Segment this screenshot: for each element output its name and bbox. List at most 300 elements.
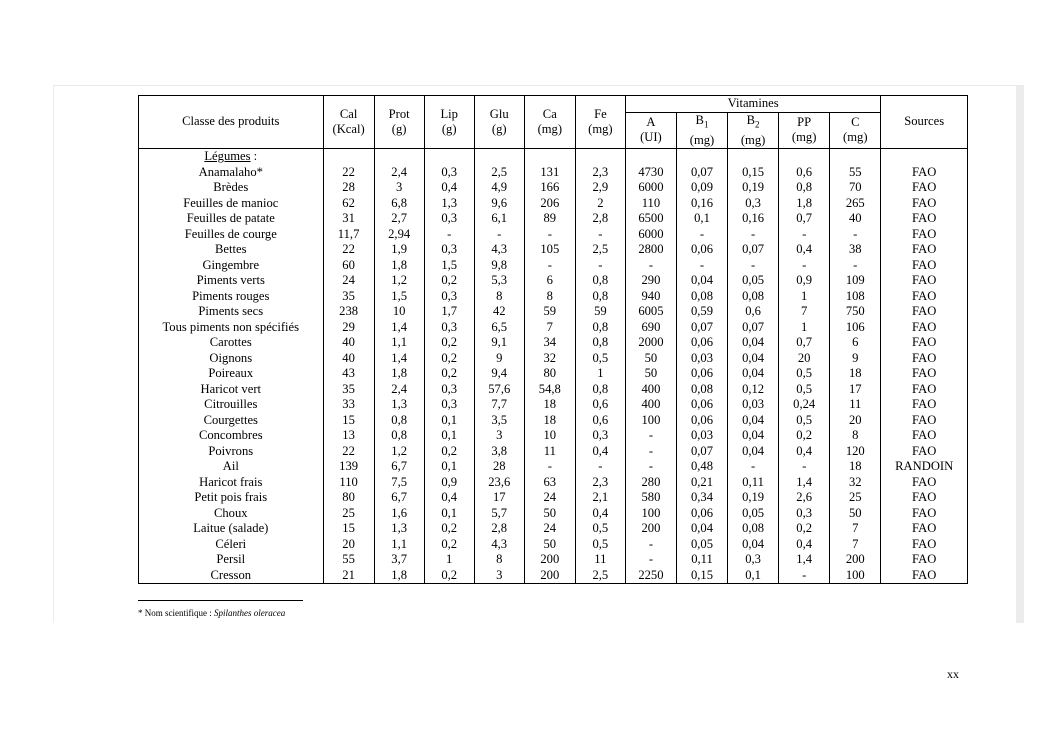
- empty-cell: [779, 149, 830, 165]
- value-cell: -: [575, 227, 625, 243]
- value-cell: -: [779, 459, 830, 475]
- table-row: [139, 242, 968, 258]
- value-cell: 0,1: [424, 506, 474, 522]
- value-cell: 7: [830, 521, 881, 537]
- value-cell: 0,03: [676, 351, 727, 367]
- product-name: Piments secs: [139, 304, 324, 320]
- value-cell: 60: [323, 258, 374, 274]
- value-cell: 18: [830, 366, 881, 382]
- header-cal: [323, 96, 374, 149]
- value-cell: 4,3: [474, 242, 524, 258]
- value-cell: 15: [323, 521, 374, 537]
- product-name: Haricot frais: [139, 475, 324, 491]
- table-row: [139, 397, 968, 413]
- value-cell: 1,9: [374, 242, 424, 258]
- value-cell: 35: [323, 382, 374, 398]
- source-cell: FAO: [881, 335, 968, 351]
- value-cell: -: [728, 227, 779, 243]
- value-cell: 0,15: [676, 568, 727, 584]
- column-name-base: B: [695, 112, 704, 127]
- value-cell: 200: [625, 521, 676, 537]
- value-cell: 8: [474, 552, 524, 568]
- table-row: [139, 444, 968, 460]
- value-cell: 0,06: [676, 366, 727, 382]
- value-cell: 50: [625, 351, 676, 367]
- value-cell: 0,07: [676, 444, 727, 460]
- header-ca: [524, 96, 575, 149]
- value-cell: -: [779, 258, 830, 274]
- value-cell: 3: [474, 428, 524, 444]
- value-cell: 50: [625, 366, 676, 382]
- value-cell: 2,4: [374, 382, 424, 398]
- source-cell: FAO: [881, 227, 968, 243]
- table-row: [139, 258, 968, 274]
- value-cell: 22: [323, 165, 374, 181]
- value-cell: 0,7: [779, 211, 830, 227]
- value-cell: 3,5: [474, 413, 524, 429]
- column-name: Lip: [440, 106, 458, 121]
- value-cell: 1: [779, 320, 830, 336]
- product-name: Haricot vert: [139, 382, 324, 398]
- value-cell: 8: [830, 428, 881, 444]
- value-cell: 0,07: [676, 320, 727, 336]
- source-cell: FAO: [881, 180, 968, 196]
- table-row: [139, 521, 968, 537]
- value-cell: 280: [625, 475, 676, 491]
- value-cell: 238: [323, 304, 374, 320]
- value-cell: 400: [625, 397, 676, 413]
- value-cell: 6005: [625, 304, 676, 320]
- footnote: [138, 608, 285, 618]
- value-cell: 0,07: [728, 242, 779, 258]
- header-glu: [474, 96, 524, 149]
- value-cell: 59: [575, 304, 625, 320]
- value-cell: 63: [524, 475, 575, 491]
- value-cell: 0,7: [779, 335, 830, 351]
- value-cell: 7,7: [474, 397, 524, 413]
- value-cell: 100: [625, 506, 676, 522]
- value-cell: 29: [323, 320, 374, 336]
- value-cell: 2,6: [779, 490, 830, 506]
- table-row: [139, 568, 968, 584]
- value-cell: 0,8: [374, 428, 424, 444]
- value-cell: 0,2: [424, 568, 474, 584]
- value-cell: 0,3: [575, 428, 625, 444]
- value-cell: 0,04: [676, 273, 727, 289]
- value-cell: 2,3: [575, 165, 625, 181]
- empty-cell: [728, 149, 779, 165]
- value-cell: 9: [830, 351, 881, 367]
- value-cell: 1: [424, 552, 474, 568]
- source-cell: RANDOIN: [881, 459, 968, 475]
- source-cell: FAO: [881, 258, 968, 274]
- value-cell: 34: [524, 335, 575, 351]
- value-cell: -: [524, 258, 575, 274]
- value-cell: 0,3: [424, 165, 474, 181]
- value-cell: 2,1: [575, 490, 625, 506]
- value-cell: 6,1: [474, 211, 524, 227]
- product-name: Brèdes: [139, 180, 324, 196]
- value-cell: 580: [625, 490, 676, 506]
- value-cell: -: [779, 568, 830, 584]
- value-cell: 15: [323, 413, 374, 429]
- value-cell: 105: [524, 242, 575, 258]
- product-name: Tous piments non spécifiés: [139, 320, 324, 336]
- value-cell: 0,3: [424, 382, 474, 398]
- value-cell: 0,2: [424, 366, 474, 382]
- value-cell: 131: [524, 165, 575, 181]
- source-cell: FAO: [881, 537, 968, 553]
- empty-cell: [424, 149, 474, 165]
- value-cell: 28: [474, 459, 524, 475]
- value-cell: 1,3: [424, 196, 474, 212]
- value-cell: 139: [323, 459, 374, 475]
- value-cell: 0,04: [728, 537, 779, 553]
- product-name: Ail: [139, 459, 324, 475]
- value-cell: 0,11: [676, 552, 727, 568]
- column-name-base: B: [746, 112, 756, 127]
- product-name: Carottes: [139, 335, 324, 351]
- value-cell: 62: [323, 196, 374, 212]
- value-cell: 8: [524, 289, 575, 305]
- value-cell: 0,08: [676, 289, 727, 305]
- value-cell: 0,8: [575, 382, 625, 398]
- source-cell: FAO: [881, 397, 968, 413]
- product-name: Poireaux: [139, 366, 324, 382]
- page-number: xx: [947, 667, 959, 681]
- value-cell: 0,4: [779, 242, 830, 258]
- column-name: Ca: [542, 106, 557, 121]
- value-cell: 0,2: [779, 521, 830, 537]
- value-cell: 32: [524, 351, 575, 367]
- product-name: Courgettes: [139, 413, 324, 429]
- value-cell: 0,3: [424, 397, 474, 413]
- product-name: Citrouilles: [139, 397, 324, 413]
- value-cell: 0,3: [424, 242, 474, 258]
- value-cell: 265: [830, 196, 881, 212]
- value-cell: 0,08: [676, 382, 727, 398]
- value-cell: 25: [323, 506, 374, 522]
- product-name: Feuilles de patate: [139, 211, 324, 227]
- value-cell: 7: [524, 320, 575, 336]
- table-row: [139, 537, 968, 553]
- value-cell: 0,3: [424, 211, 474, 227]
- source-cell: FAO: [881, 428, 968, 444]
- value-cell: 1: [575, 366, 625, 382]
- product-name: Poivrons: [139, 444, 324, 460]
- value-cell: 1,1: [374, 335, 424, 351]
- value-cell: 0,2: [424, 351, 474, 367]
- value-cell: 3: [374, 180, 424, 196]
- value-cell: 1,5: [374, 289, 424, 305]
- table-row: [139, 320, 968, 336]
- value-cell: 1: [779, 289, 830, 305]
- value-cell: 0,04: [728, 351, 779, 367]
- source-cell: FAO: [881, 490, 968, 506]
- value-cell: -: [575, 459, 625, 475]
- value-cell: 0,16: [728, 211, 779, 227]
- value-cell: -: [424, 227, 474, 243]
- value-cell: 0,4: [424, 180, 474, 196]
- table-row: [139, 289, 968, 305]
- product-name: Concombres: [139, 428, 324, 444]
- value-cell: 206: [524, 196, 575, 212]
- empty-cell: [575, 149, 625, 165]
- value-cell: 80: [524, 366, 575, 382]
- value-cell: 1,4: [779, 552, 830, 568]
- header-vitamines: Vitamines: [625, 96, 880, 113]
- value-cell: 200: [830, 552, 881, 568]
- value-cell: 2,7: [374, 211, 424, 227]
- value-cell: 10: [524, 428, 575, 444]
- value-cell: 24: [524, 521, 575, 537]
- value-cell: 1,4: [374, 320, 424, 336]
- value-cell: 23,6: [474, 475, 524, 491]
- value-cell: 2,3: [575, 475, 625, 491]
- table-row: [139, 273, 968, 289]
- table-row: [139, 459, 968, 475]
- value-cell: 1,4: [374, 351, 424, 367]
- value-cell: 6000: [625, 227, 676, 243]
- value-cell: 24: [524, 490, 575, 506]
- source-cell: FAO: [881, 382, 968, 398]
- value-cell: 0,6: [575, 413, 625, 429]
- value-cell: 0,1: [676, 211, 727, 227]
- value-cell: 11,7: [323, 227, 374, 243]
- value-cell: 0,2: [424, 273, 474, 289]
- value-cell: 3: [474, 568, 524, 584]
- value-cell: 0,3: [424, 289, 474, 305]
- value-cell: 750: [830, 304, 881, 320]
- value-cell: 2000: [625, 335, 676, 351]
- footnote-rule: [138, 600, 303, 601]
- value-cell: 0,3: [424, 320, 474, 336]
- value-cell: 0,5: [575, 351, 625, 367]
- value-cell: 3,8: [474, 444, 524, 460]
- value-cell: 0,04: [728, 413, 779, 429]
- source-cell: FAO: [881, 242, 968, 258]
- value-cell: 9: [474, 351, 524, 367]
- value-cell: 0,24: [779, 397, 830, 413]
- value-cell: 6500: [625, 211, 676, 227]
- source-cell: FAO: [881, 196, 968, 212]
- header-vit-b1: [676, 112, 727, 149]
- value-cell: -: [728, 459, 779, 475]
- value-cell: 0,8: [575, 289, 625, 305]
- value-cell: -: [474, 227, 524, 243]
- table-row: [139, 304, 968, 320]
- value-cell: 0,07: [676, 165, 727, 181]
- value-cell: 6: [830, 335, 881, 351]
- value-cell: 1,8: [374, 258, 424, 274]
- value-cell: 200: [524, 552, 575, 568]
- value-cell: 0,08: [728, 521, 779, 537]
- empty-cell: [374, 149, 424, 165]
- header-classe: Classe des produits: [139, 96, 324, 149]
- source-cell: FAO: [881, 475, 968, 491]
- table-row: [139, 506, 968, 522]
- value-cell: 5,3: [474, 273, 524, 289]
- value-cell: 0,6: [728, 304, 779, 320]
- value-cell: 2,5: [575, 242, 625, 258]
- table-row: [139, 165, 968, 181]
- value-cell: 2,8: [474, 521, 524, 537]
- product-name: Gingembre: [139, 258, 324, 274]
- header-vit-c: [830, 112, 881, 149]
- header-vit-b2: [728, 112, 779, 149]
- value-cell: 100: [830, 568, 881, 584]
- footnote-species: Spilanthes oleracea: [214, 608, 286, 618]
- value-cell: 0,1: [728, 568, 779, 584]
- value-cell: 22: [323, 444, 374, 460]
- value-cell: 18: [830, 459, 881, 475]
- column-unit: (g): [391, 122, 407, 136]
- column-name: Cal: [339, 106, 358, 121]
- header-row-1: [139, 96, 968, 113]
- value-cell: 9,6: [474, 196, 524, 212]
- value-cell: -: [524, 227, 575, 243]
- value-cell: 0,9: [424, 475, 474, 491]
- value-cell: 42: [474, 304, 524, 320]
- value-cell: 0,04: [676, 521, 727, 537]
- value-cell: -: [625, 459, 676, 475]
- product-name: Choux: [139, 506, 324, 522]
- value-cell: 0,3: [779, 506, 830, 522]
- product-name: Persil: [139, 552, 324, 568]
- product-name: Piments verts: [139, 273, 324, 289]
- value-cell: 18: [524, 413, 575, 429]
- value-cell: 21: [323, 568, 374, 584]
- value-cell: 1,8: [374, 366, 424, 382]
- product-name: Feuilles de courge: [139, 227, 324, 243]
- value-cell: -: [625, 444, 676, 460]
- column-unit: (g): [441, 122, 457, 136]
- value-cell: 2,94: [374, 227, 424, 243]
- column-unit: (Kcal): [332, 122, 365, 136]
- header-vit-a: [625, 112, 676, 149]
- value-cell: 50: [524, 537, 575, 553]
- column-name: PP: [797, 114, 812, 129]
- table-row: [139, 413, 968, 429]
- value-cell: 6,5: [474, 320, 524, 336]
- value-cell: 57,6: [474, 382, 524, 398]
- value-cell: 40: [323, 335, 374, 351]
- value-cell: 0,03: [676, 428, 727, 444]
- value-cell: 9,1: [474, 335, 524, 351]
- header-sources: Sources: [881, 96, 968, 149]
- value-cell: 25: [830, 490, 881, 506]
- value-cell: -: [830, 227, 881, 243]
- table-row: [139, 366, 968, 382]
- footnote-marker: *: [138, 608, 143, 618]
- value-cell: 0,16: [676, 196, 727, 212]
- value-cell: 40: [830, 211, 881, 227]
- value-cell: 0,04: [728, 335, 779, 351]
- value-cell: -: [575, 258, 625, 274]
- value-cell: 43: [323, 366, 374, 382]
- value-cell: 50: [830, 506, 881, 522]
- section-label-suffix: :: [250, 149, 258, 164]
- source-cell: FAO: [881, 211, 968, 227]
- table-body: [139, 149, 968, 584]
- value-cell: 0,8: [575, 335, 625, 351]
- value-cell: 20: [323, 537, 374, 553]
- value-cell: 0,8: [779, 180, 830, 196]
- value-cell: 0,2: [424, 335, 474, 351]
- empty-cell: [830, 149, 881, 165]
- empty-cell: [474, 149, 524, 165]
- table-row: [139, 382, 968, 398]
- value-cell: 6,7: [374, 459, 424, 475]
- value-cell: 0,6: [779, 165, 830, 181]
- value-cell: 20: [779, 351, 830, 367]
- column-name: Fe: [594, 106, 607, 121]
- header-fe: [575, 96, 625, 149]
- value-cell: 11: [524, 444, 575, 460]
- value-cell: 0,4: [424, 490, 474, 506]
- value-cell: 2,4: [374, 165, 424, 181]
- value-cell: 1,7: [424, 304, 474, 320]
- column-unit: (mg): [537, 122, 563, 136]
- source-cell: FAO: [881, 552, 968, 568]
- value-cell: 17: [474, 490, 524, 506]
- source-cell: FAO: [881, 506, 968, 522]
- table-row: [139, 211, 968, 227]
- value-cell: 0,04: [728, 428, 779, 444]
- empty-cell: [524, 149, 575, 165]
- value-cell: 0,04: [728, 366, 779, 382]
- column-name: [695, 112, 709, 130]
- column-name: Prot: [388, 106, 410, 121]
- value-cell: 0,12: [728, 382, 779, 398]
- value-cell: 0,06: [676, 413, 727, 429]
- value-cell: 290: [625, 273, 676, 289]
- value-cell: 0,05: [676, 537, 727, 553]
- value-cell: 0,1: [424, 428, 474, 444]
- value-cell: 1,8: [779, 196, 830, 212]
- value-cell: 0,1: [424, 413, 474, 429]
- source-cell: FAO: [881, 444, 968, 460]
- value-cell: 2,5: [575, 568, 625, 584]
- value-cell: 0,2: [424, 521, 474, 537]
- column-name: C: [851, 114, 860, 129]
- value-cell: 89: [524, 211, 575, 227]
- document-page: [53, 85, 1024, 623]
- value-cell: 55: [830, 165, 881, 181]
- source-cell: FAO: [881, 413, 968, 429]
- header-lip: [424, 96, 474, 149]
- value-cell: 690: [625, 320, 676, 336]
- value-cell: 1,6: [374, 506, 424, 522]
- value-cell: -: [676, 258, 727, 274]
- value-cell: 110: [323, 475, 374, 491]
- value-cell: -: [779, 227, 830, 243]
- value-cell: 0,5: [779, 413, 830, 429]
- product-name: Céleri: [139, 537, 324, 553]
- source-cell: FAO: [881, 273, 968, 289]
- value-cell: 28: [323, 180, 374, 196]
- value-cell: -: [625, 428, 676, 444]
- value-cell: 110: [625, 196, 676, 212]
- table-header: [139, 96, 968, 149]
- value-cell: 0,5: [779, 382, 830, 398]
- value-cell: 0,05: [728, 273, 779, 289]
- value-cell: 50: [524, 506, 575, 522]
- value-cell: 1,4: [779, 475, 830, 491]
- value-cell: 9,8: [474, 258, 524, 274]
- value-cell: 59: [524, 304, 575, 320]
- empty-cell: [676, 149, 727, 165]
